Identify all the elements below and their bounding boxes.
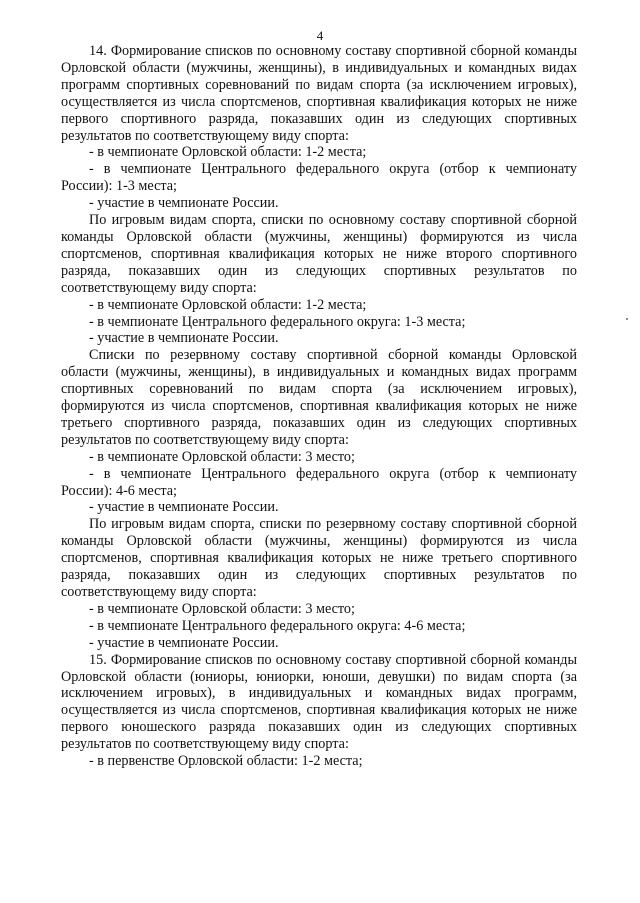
paragraph-15-intro: 15. Формирование списков по основному составу спортивной сборной команды Орловской области (юниоры, юниорки, юноши, девушки) по видам спорта (за исключением игровых), в индивидуальных и командных видах программ, осуществляется из числа спортсменов, спортивная квалификация которых не ниже первого юношеского разряда показавших один из следующих спортивных результатов по соответствующему виду спорта: xyxy=(61,651,577,753)
list-item: - в чемпионате Центрального федерального округа: 1-3 места; xyxy=(89,313,466,330)
document-body xyxy=(61,43,577,770)
list-item: - в чемпионате Орловской области: 1-2 места; xyxy=(89,144,367,161)
paragraph-reserve-individual: Списки по резервному составу спортивной сборной команды Орловской области (мужчины, женщины), в индивидуальных и командных видах программ спортивных соревнований по видам спорта (за исключением игровых), формируются из числа спортсменов, спортивная квалификация которых не ниже третьего спортивного разряда, показавших один из следующих спортивных результатов по соответствующему виду спорта: xyxy=(61,347,577,448)
list-item: - в чемпионате Центрального федерального округа: 4-6 места; xyxy=(89,617,466,634)
list-item: - в чемпионате Центрального федерального округа (отбор к чемпионату России): 1-3 места; xyxy=(61,161,577,195)
list-item: - участие в чемпионате России. xyxy=(89,634,279,651)
list-item: - участие в чемпионате России. xyxy=(89,499,279,516)
list-item: - в чемпионате Орловской области: 3 место; xyxy=(89,600,355,617)
list-item: - участие в чемпионате России. xyxy=(89,330,279,347)
list-item: - в первенстве Орловской области: 1-2 места; xyxy=(89,753,363,770)
paragraph-14-intro: 14. Формирование списков по основному составу спортивной сборной команды Орловской области (мужчины, женщины), в индивидуальных и командных видах программ спортивных соревнований по видам спорта (за исключением игровых), осуществляется из числа спортсменов, спортивная квалификация которых не ниже первого спортивного разряда, показавших один из следующих спортивных результатов по соответствующему виду спорта: xyxy=(61,43,577,144)
list-item: - в чемпионате Центрального федерального округа (отбор к чемпионату России): 4-6 места; xyxy=(61,465,577,499)
paragraph-team-sports-main: По игровым видам спорта, списки по основному составу спортивной сборной команды Орловской области (мужчины, женщины) формируются из числа спортсменов, спортивная квалификация которых не ниже второго спортивного разряда, показавших один из следующих спортивных результатов по соответствующему виду спорта: xyxy=(61,212,577,296)
page-number: 4 xyxy=(316,28,324,43)
list-item: - в чемпионате Орловской области: 3 место; xyxy=(89,448,355,465)
list-item: - в чемпионате Орловской области: 1-2 места; xyxy=(89,296,367,313)
list-item: - участие в чемпионате России. xyxy=(89,195,279,212)
scan-speck xyxy=(626,318,628,320)
paragraph-team-sports-reserve: По игровым видам спорта, списки по резервному составу спортивной сборной команды Орловской области (мужчины, женщины) формируются из числа спортсменов, спортивная квалификация которых не ниже третьего спортивного разряда, показавших один из следующих спортивных результатов по соответствующему виду спорта: xyxy=(61,516,577,600)
